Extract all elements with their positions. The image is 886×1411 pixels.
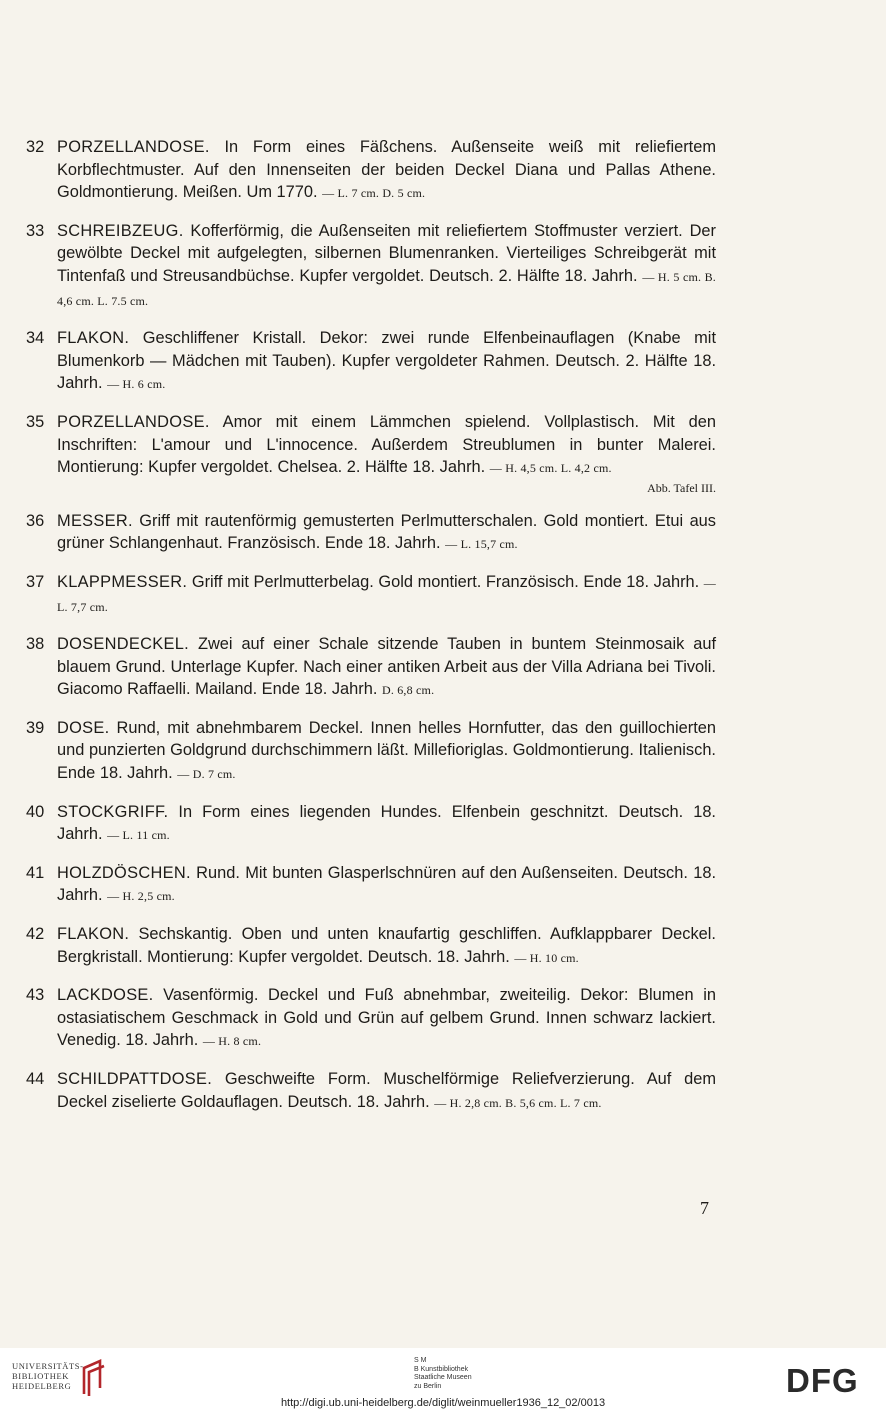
entry-description: Geschweifte Form. Muschelförmige Reliefverzierung. Auf dem Deckel ziselierte Goldauflagen. Deutsch. 18. Jahrh. — [57, 1070, 716, 1111]
entry-description: Amor mit einem Lämmchen spielend. Vollplastisch. Mit den Inschriften: L'amour und L'innocence. Außerdem Streublumen in bunter Malerei. Montierung: Kupfer vergoldet. Chelsea. 2. Hälfte 18. Jahrh. — [57, 412, 716, 477]
entry-description: In Form eines Fäßchens. Außenseite weiß mit reliefiertem Korbflechtmuster. Auf den Innenseiten der beiden Deckel Diana und Pallas Athene. Goldmontierung. Meißen. Um 1770. — [57, 138, 716, 202]
entry-description: Rund. Mit bunten Glasperlschnüren auf den Außenseiten. Deutsch. 18. Jahrh. — [57, 863, 717, 905]
entry-measurements: — D. 7 cm. — [177, 767, 236, 782]
source-url-link[interactable]: http://digi.ub.uni-heidelberg.de/diglit/weinmueller1936_12_02/0013 — [280, 1397, 606, 1409]
entry-number: 42 — [26, 925, 45, 944]
entry-measurements: — H. 2,8 cm. B. 5,6 cm. L. 7 cm. — [434, 1095, 602, 1110]
entry-measurements: D. 6,8 cm. — [381, 683, 435, 698]
entry-description: Zwei auf einer Schale sitzende Tauben in buntem Steinmosaik auf blauem Grund. Unterlage Kupfer. Nach einer antiken Arbeit aus der Villa Adriana bei Tivoli. Giacomo Raffaelli. Mailand. Ende 18. Jahrh. — [57, 635, 716, 699]
entry-number: 32 — [26, 138, 45, 156]
entry-measurements: — L. 15,7 cm. — [445, 537, 518, 552]
entry-number: 41 — [26, 863, 45, 882]
entry-title: PORZELLANDOSE. — [57, 138, 210, 156]
center-line: S M — [414, 1357, 427, 1364]
entry-number: 35 — [26, 412, 45, 431]
catalog-entry — [26, 984, 716, 1053]
entry-number: 33 — [26, 221, 45, 240]
entry-description: In Form eines liegenden Hundes. Elfenbein geschnitzt. Deutsch. 18. Jahrh. — [57, 802, 716, 844]
entry-measurements: — H. 8 cm. — [202, 1034, 262, 1049]
entry-title: FLAKON. — [57, 329, 130, 348]
catalog-entry — [26, 411, 716, 495]
entry-title: KLAPPMESSER. — [57, 572, 188, 591]
catalog-entry — [26, 1068, 716, 1114]
dfg-logo: DFG — [786, 1362, 859, 1399]
uni-line: UNIVERSITÄTS- — [12, 1361, 84, 1371]
catalog-entry — [26, 220, 716, 312]
plate-reference: Abb. Tafel III. — [647, 480, 716, 495]
catalog-entry — [26, 923, 716, 969]
university-logo-icon — [80, 1358, 106, 1398]
kunstbibliothek-label — [414, 1357, 472, 1391]
catalog-entry — [26, 510, 716, 556]
entry-list — [26, 136, 716, 1129]
entry-description: Sechskantig. Oben und unten knaufartig geschliffen. Aufklappbarer Deckel. Bergkristall. Montierung: Kupfer vergoldet. Deutsch. 18. Jahrh. — [57, 925, 716, 966]
entry-description: Vasenförmig. Deckel und Fuß abnehmbar, zweiteilig. Dekor: Blumen in ostasiatischem Geschmack in Gold und Grün auf gelbem Grund. Innen schwarz lackiert. Venedig. 18. Jahrh. — [57, 986, 716, 1050]
entry-title: SCHREIBZEUG. — [57, 221, 184, 240]
catalog-entry — [26, 571, 716, 618]
entry-description: Griff mit Perlmutterbelag. Gold montiert. Französisch. Ende 18. Jahrh. — [191, 572, 700, 591]
entry-description: Rund, mit abnehmbarem Deckel. Innen helles Hornfutter, das den guillochierten und punzierten Goldgrund durchschimmern läßt. Millefioriglas. Goldmontierung. Italienisch. Ende 18. Jahrh. — [57, 718, 716, 783]
page-number: 7 — [700, 1198, 709, 1218]
entry-measurements: — H. 10 cm. — [514, 950, 579, 965]
entry-measurements: — H. 4,5 cm. L. 4,2 cm. — [489, 461, 612, 476]
uni-line: HEIDELBERG — [12, 1381, 72, 1391]
entry-measurements: — H. 5 cm. B. 4,6 cm. L. 7.5 cm. — [57, 269, 716, 308]
digitization-footer — [0, 1348, 886, 1411]
catalog-entry — [26, 801, 716, 847]
entry-title: MESSER. — [57, 511, 133, 530]
entry-description: Griff mit rautenförmig gemusterten Perlmutterschalen. Gold montiert. Etui aus grüner Schlangenhaut. Französisch. Ende 18. Jahrh. — [57, 511, 716, 553]
entry-title: STOCKGRIFF. — [57, 802, 169, 821]
entry-number: 40 — [26, 802, 45, 821]
center-line: Staatliche Museen — [414, 1374, 472, 1381]
entry-measurements: — L. 7 cm. D. 5 cm. — [322, 186, 426, 201]
university-library-label — [12, 1361, 84, 1391]
catalog-entry — [26, 136, 716, 205]
entry-measurements: — L. 7,7 cm. — [57, 575, 716, 614]
entry-number: 38 — [26, 635, 45, 654]
entry-measurements: — L. 11 cm. — [107, 828, 170, 843]
entry-title: DOSE. — [57, 718, 110, 737]
center-line: B Kunstbibliothek — [414, 1365, 469, 1373]
uni-line: BIBLIOTHEK — [12, 1371, 69, 1381]
entry-title: SCHILDPATTDOSE. — [57, 1070, 213, 1088]
entry-measurements: — H. 6 cm. — [107, 377, 166, 392]
entry-title: DOSENDECKEL. — [57, 635, 190, 654]
catalog-entry — [26, 327, 716, 396]
entry-title: LACKDOSE. — [57, 986, 154, 1005]
entry-number: 36 — [26, 511, 45, 530]
entry-measurements: — H. 2,5 cm. — [107, 889, 175, 904]
entry-title: HOLZDÖSCHEN. — [57, 863, 191, 882]
entry-title: FLAKON. — [57, 925, 130, 944]
entry-number: 43 — [26, 986, 45, 1005]
entry-description: Geschliffener Kristall. Dekor: zwei runde Elfenbeinauflagen (Knabe mit Blumenkorb — Mädchen mit Tauben). Kupfer vergoldeter Rahmen. Deutsch. 2. Hälfte 18. Jahrh. — [57, 329, 716, 393]
entry-description: Kofferförmig, die Außenseiten mit reliefiertem Stoffmuster verziert. Der gewölbte Deckel mit aufgelegten, silbernen Blumenranken. Vierteiliges Schreibgerät mit Tintenfaß und Streusandbüchse. Kupfer vergoldet. Deutsch. 2. Hälfte 18. Jahrh. — [57, 221, 716, 285]
center-line: zu Berlin — [414, 1382, 442, 1390]
entry-number: 39 — [26, 718, 45, 737]
catalog-entry — [26, 717, 716, 786]
catalog-entry — [26, 862, 716, 908]
entry-title: PORZELLANDOSE. — [57, 412, 210, 431]
catalog-entry — [26, 633, 716, 702]
entry-number: 34 — [26, 329, 45, 348]
entry-number: 37 — [26, 572, 45, 591]
entry-number: 44 — [26, 1070, 45, 1088]
